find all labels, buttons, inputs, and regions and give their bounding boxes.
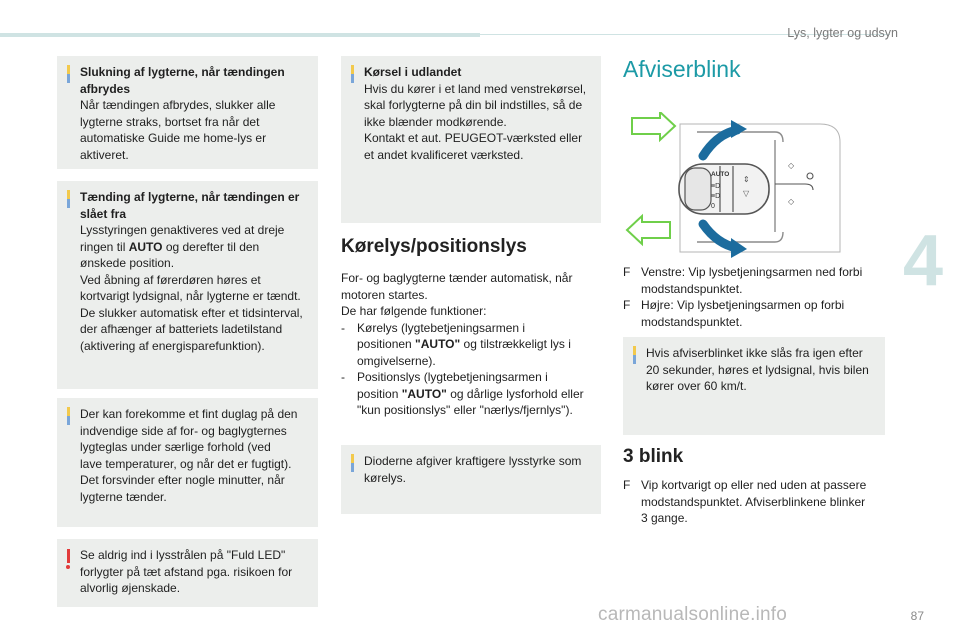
info-bar-icon xyxy=(351,65,354,83)
note-line: et andet kvalificeret værksted. xyxy=(364,147,524,162)
auto-label: "AUTO" xyxy=(401,386,447,401)
note-line: kører over 60 km/t. xyxy=(646,379,747,393)
note-line: kørelys. xyxy=(364,470,406,485)
note-line: indvendige side af for- og baglygternes xyxy=(80,423,287,438)
note-title: Kørsel i udlandet xyxy=(364,65,462,79)
note-title-cont: afbrydes xyxy=(80,81,131,96)
note-taending xyxy=(57,181,318,389)
warning-line: alvorlig øjenskade. xyxy=(80,581,181,595)
dash-marker: - xyxy=(341,370,345,384)
note-line: Dioderne afgiver kraftigere lysstyrke som xyxy=(364,454,582,468)
info-bar-icon xyxy=(633,346,636,364)
note-line: ønskede position. xyxy=(80,256,175,270)
page-number: 87 xyxy=(910,609,924,623)
list-item: - Kørelys (lygtebetjeningsarmen i positionen "AUTO" og tilstrækkeligt lys i omgivelserne). xyxy=(341,320,571,368)
note-slukning xyxy=(57,56,318,169)
note-duglag xyxy=(57,398,318,527)
note-line: lave temperaturer, og når det er fugtigt). xyxy=(80,456,292,471)
note-title: Tænding af lygterne, når tændingen er xyxy=(80,190,300,204)
warning-line: forlygter på tæt afstand pga. risikoen for xyxy=(80,564,293,579)
heading-afviserblink: Afviserblink xyxy=(623,56,741,82)
info-bar-icon xyxy=(67,65,70,83)
note-line: aktiveret. xyxy=(80,147,129,162)
tre-blink-body xyxy=(623,477,885,527)
note-koersel xyxy=(341,56,601,223)
section-title: Lys, lygter og udsyn xyxy=(787,26,898,40)
note-line: Når tændingen afbrydes, slukker alle xyxy=(80,98,276,112)
list-item: F Højre: Vip lysbetjeningsarmen op forbi modstandspunktet. xyxy=(623,298,845,329)
svg-text:▽: ▽ xyxy=(743,189,750,198)
svg-text:≡D: ≡D xyxy=(711,183,721,190)
svg-text:⇕: ⇕ xyxy=(743,175,750,184)
svg-text:≡D: ≡D xyxy=(711,193,721,200)
note-line: (aktivering af energisparefunktion). xyxy=(80,338,265,353)
watermark: carmanualsonline.info xyxy=(598,604,788,625)
note-line: lygteglas under særlige forhold (ved xyxy=(80,440,271,454)
dash-marker: - xyxy=(341,320,345,335)
heading-3-blink: 3 blink xyxy=(623,446,684,467)
note-line: Ved åbning af førerdøren høres et xyxy=(80,272,261,287)
chapter-number: 4 xyxy=(903,221,944,301)
info-bar-icon xyxy=(67,407,70,425)
svg-text:0: 0 xyxy=(711,203,715,210)
list-item: - Positionslys (lygtebetjeningsarmen i position "AUTO" og dårlige lysforhold eller "kun positionslys" eller "nærlys/fjernlys"). xyxy=(341,370,584,417)
heading-koerelys: Kørelys/positionslys xyxy=(341,236,527,257)
auto-label: AUTO xyxy=(128,239,163,254)
note-line: lygterne tænder. xyxy=(80,489,167,504)
list-item: F Vip kortvarigt op eller ned uden at passere modstandspunktet. Afviserblinkene blinker 3 gange. xyxy=(623,478,867,525)
note-line: Hvis du kører i et land med venstrekørsel, xyxy=(364,81,587,96)
note-line: ringen til AUTO og derefter til den xyxy=(80,239,260,254)
header-rule xyxy=(0,33,480,37)
note-line: automatiske Guide me home-lys er xyxy=(80,131,267,145)
note-line: kortvarigt lydsignal, når lygterne er tændt. xyxy=(80,289,301,303)
note-line: 20 sekunder, høres et lydsignal, hvis bilen xyxy=(646,362,869,377)
bullet-marker: F xyxy=(623,298,631,312)
note-dioderne xyxy=(341,445,601,514)
turn-signal-stalk-illustration xyxy=(625,112,865,262)
info-bar-icon xyxy=(351,454,354,472)
paragraph-line: For- og baglygterne tænder automatisk, når xyxy=(341,271,573,285)
warning-box xyxy=(57,539,318,607)
note-line: der afhænger af batteriets ladetilstand xyxy=(80,322,283,336)
note-line: Der kan forekomme et fint duglag på den xyxy=(80,407,298,421)
warning-exclamation-icon xyxy=(67,549,70,563)
list-item: F Venstre: Vip lysbetjeningsarmen ned forbi modstandspunktet. xyxy=(623,265,863,296)
bullet-marker: F xyxy=(623,478,631,492)
warning-line: Se aldrig ind i lysstrålen på "Fuld LED" xyxy=(80,548,286,562)
note-title-cont: slået fra xyxy=(80,206,127,221)
stalk-auto-label: AUTO xyxy=(711,171,730,178)
note-line: Kontakt et aut. PEUGEOT-værksted eller xyxy=(364,131,583,145)
note-line: ikke blænder modkørende. xyxy=(364,114,507,129)
auto-label: "AUTO" xyxy=(415,337,461,351)
bullet-marker: F xyxy=(623,265,631,279)
note-line: Hvis afviserblinket ikke slås fra igen efter xyxy=(646,346,863,360)
note-title: Slukning af lygterne, når tændingen xyxy=(80,65,285,79)
svg-text:◇: ◇ xyxy=(788,161,795,170)
note-line: Lysstyringen genaktiveres ved at dreje xyxy=(80,223,285,237)
note-line: De slukker automatisk efter et tidsinterval, xyxy=(80,305,303,320)
note-line: lygterne straks, bortset fra når det xyxy=(80,114,260,129)
note-line: skal forlygterne på din bil indstilles, så de xyxy=(364,98,583,112)
paragraph-line: De har følgende funktioner: xyxy=(341,304,487,318)
koerelys-body xyxy=(341,270,603,419)
paragraph-line: motoren startes. xyxy=(341,287,428,302)
svg-text:◇: ◇ xyxy=(788,197,795,206)
afviser-bullets xyxy=(623,264,885,330)
note-line: Det forsvinder efter nogle minutter, når xyxy=(80,473,285,487)
info-bar-icon xyxy=(67,190,70,208)
note-afviser xyxy=(623,337,885,435)
